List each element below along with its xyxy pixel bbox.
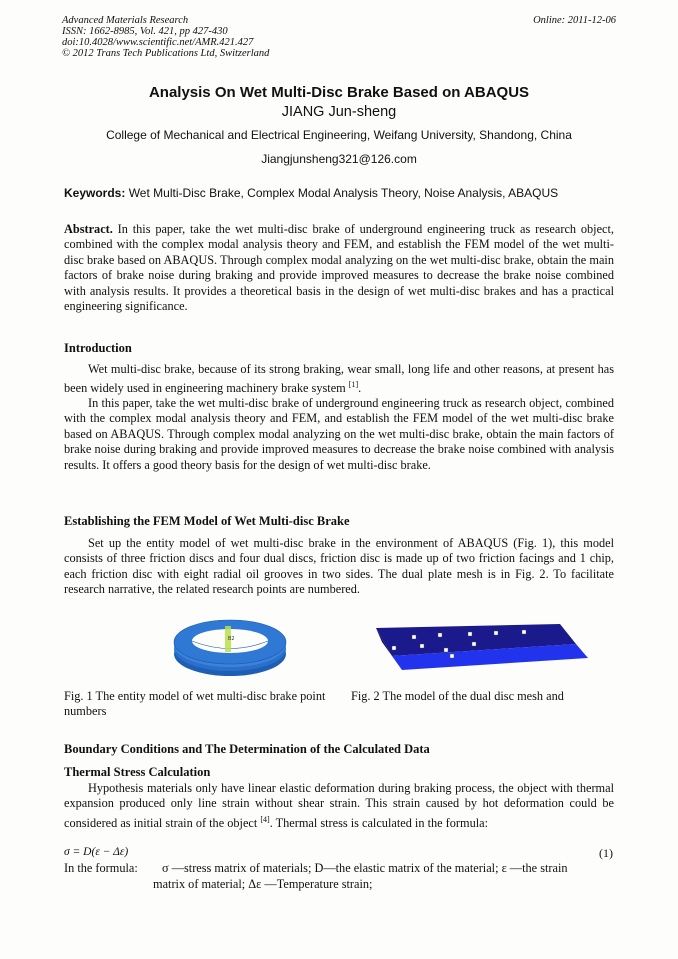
online-date: Online: 2011-12-06 — [533, 15, 616, 26]
abstract-label: Abstract. — [64, 222, 113, 236]
fig1-caption: Fig. 1 The entity model of wet multi-disc brake point numbers — [64, 689, 326, 719]
keywords-text: Wet Multi-Disc Brake, Complex Modal Analysis Theory, Noise Analysis, ABAQUS — [125, 186, 559, 200]
equation-1: σ = D(ε − Δε) — [64, 846, 129, 858]
intro-p1-text: Wet multi-disc brake, because of its strong braking, wear small, long life and other reasons, at present has been widely used in engineering machinery brake system — [64, 362, 614, 396]
definitions-line-1: σ —stress matrix of materials; D—the elastic matrix of the material; ε —the strain — [162, 861, 568, 875]
issn: ISSN: 1662-8985, Vol. 421, pp 427-430 — [62, 26, 228, 37]
intro-ref: [1] — [348, 380, 359, 390]
intro-paragraph-1 — [64, 362, 614, 397]
boundary-heading: Boundary Conditions and The Determination of the Calculated Data — [64, 742, 430, 756]
definitions-line-2: matrix of material; Δε —Temperature strain; — [153, 877, 373, 891]
keywords-label: Keywords: — [64, 186, 126, 200]
abstract-text: In this paper, take the wet multi-disc brake of underground engineering truck as research object, combined with the complex modal analysis theory and FEM, and establish the FEM model of the wet multi-disc brake based on ABAQUS. Through complex modal analyzing on the wet multi-disc brake, obtain the main factors of brake noise during braking and provide improved measures to decrease the brake noise combined with analysis results. It provides a theoretical basis in the design of wet multi-disc brakes and has a practical engineering significance. — [64, 222, 614, 314]
abstract — [64, 222, 614, 314]
doi: doi:10.4028/www.scientific.net/AMR.421.427 — [62, 37, 254, 48]
in-formula-label: In the formula: — [64, 861, 138, 875]
author-email: Jiangjunsheng321@126.com — [261, 152, 417, 166]
copyright: © 2012 Trans Tech Publications Ltd, Switzerland — [62, 48, 270, 59]
journal-name: Advanced Materials Research — [62, 15, 189, 26]
journal-header — [62, 15, 269, 59]
svg-text:B2: B2 — [228, 636, 235, 642]
fig2-caption: Fig. 2 The model of the dual disc mesh and — [351, 689, 564, 703]
fig2-dual-disc-mesh-image — [372, 622, 590, 678]
thermal-p1-end: . Thermal stress is calculated in the formula: — [269, 815, 489, 830]
thermal-heading: Thermal Stress Calculation — [64, 765, 211, 779]
intro-heading: Introduction — [64, 341, 132, 355]
affiliation: College of Mechanical and Electrical Engineering, Weifang University, Shandong, China — [106, 128, 572, 142]
thermal-p1-text: Hypothesis materials only have linear elastic deformation during braking process, the object with thermal expansion produced only line strain without shear strain. This strain caused by hot deformation could be considered as initial strain of the object — [64, 781, 614, 830]
paper-title: Analysis On Wet Multi-Disc Brake Based on ABAQUS — [148, 84, 530, 101]
fem-paragraph: Set up the entity model of wet multi-disc brake in the environment of ABAQUS (Fig. 1), this model consists of three friction discs and four dual discs, friction disc is made up of two friction facings and 1 chip, each friction disc with eight radial oil grooves in two sides. The dual plate mesh is in Fig. 2. To facilitate research narrative, the related research points are numbered. — [64, 536, 614, 597]
fem-heading: Establishing the FEM Model of Wet Multi-disc Brake — [64, 514, 350, 528]
author-name: JIANG Jun-sheng — [281, 104, 397, 120]
keywords — [64, 186, 558, 200]
intro-paragraph-2: In this paper, take the wet multi-disc brake of underground engineering truck as research object, combined with the complex modal analysis theory and FEM, and establish the FEM model of the wet multi-disc brake based on ABAQUS. Through complex modal analyzing on the wet multi-disc brake, obtain the main factors of brake noise during braking and provide improved measures to decrease the brake noise combined with analysis results. It offers a good theory basis for the design of wet multi-disc brake. — [64, 396, 614, 472]
equation-number: (1) — [599, 846, 613, 860]
thermal-paragraph — [64, 781, 614, 831]
thermal-ref: [4] — [260, 814, 270, 824]
fig1-disc-model-image — [172, 618, 288, 678]
intro-p1-end: . — [358, 381, 362, 396]
